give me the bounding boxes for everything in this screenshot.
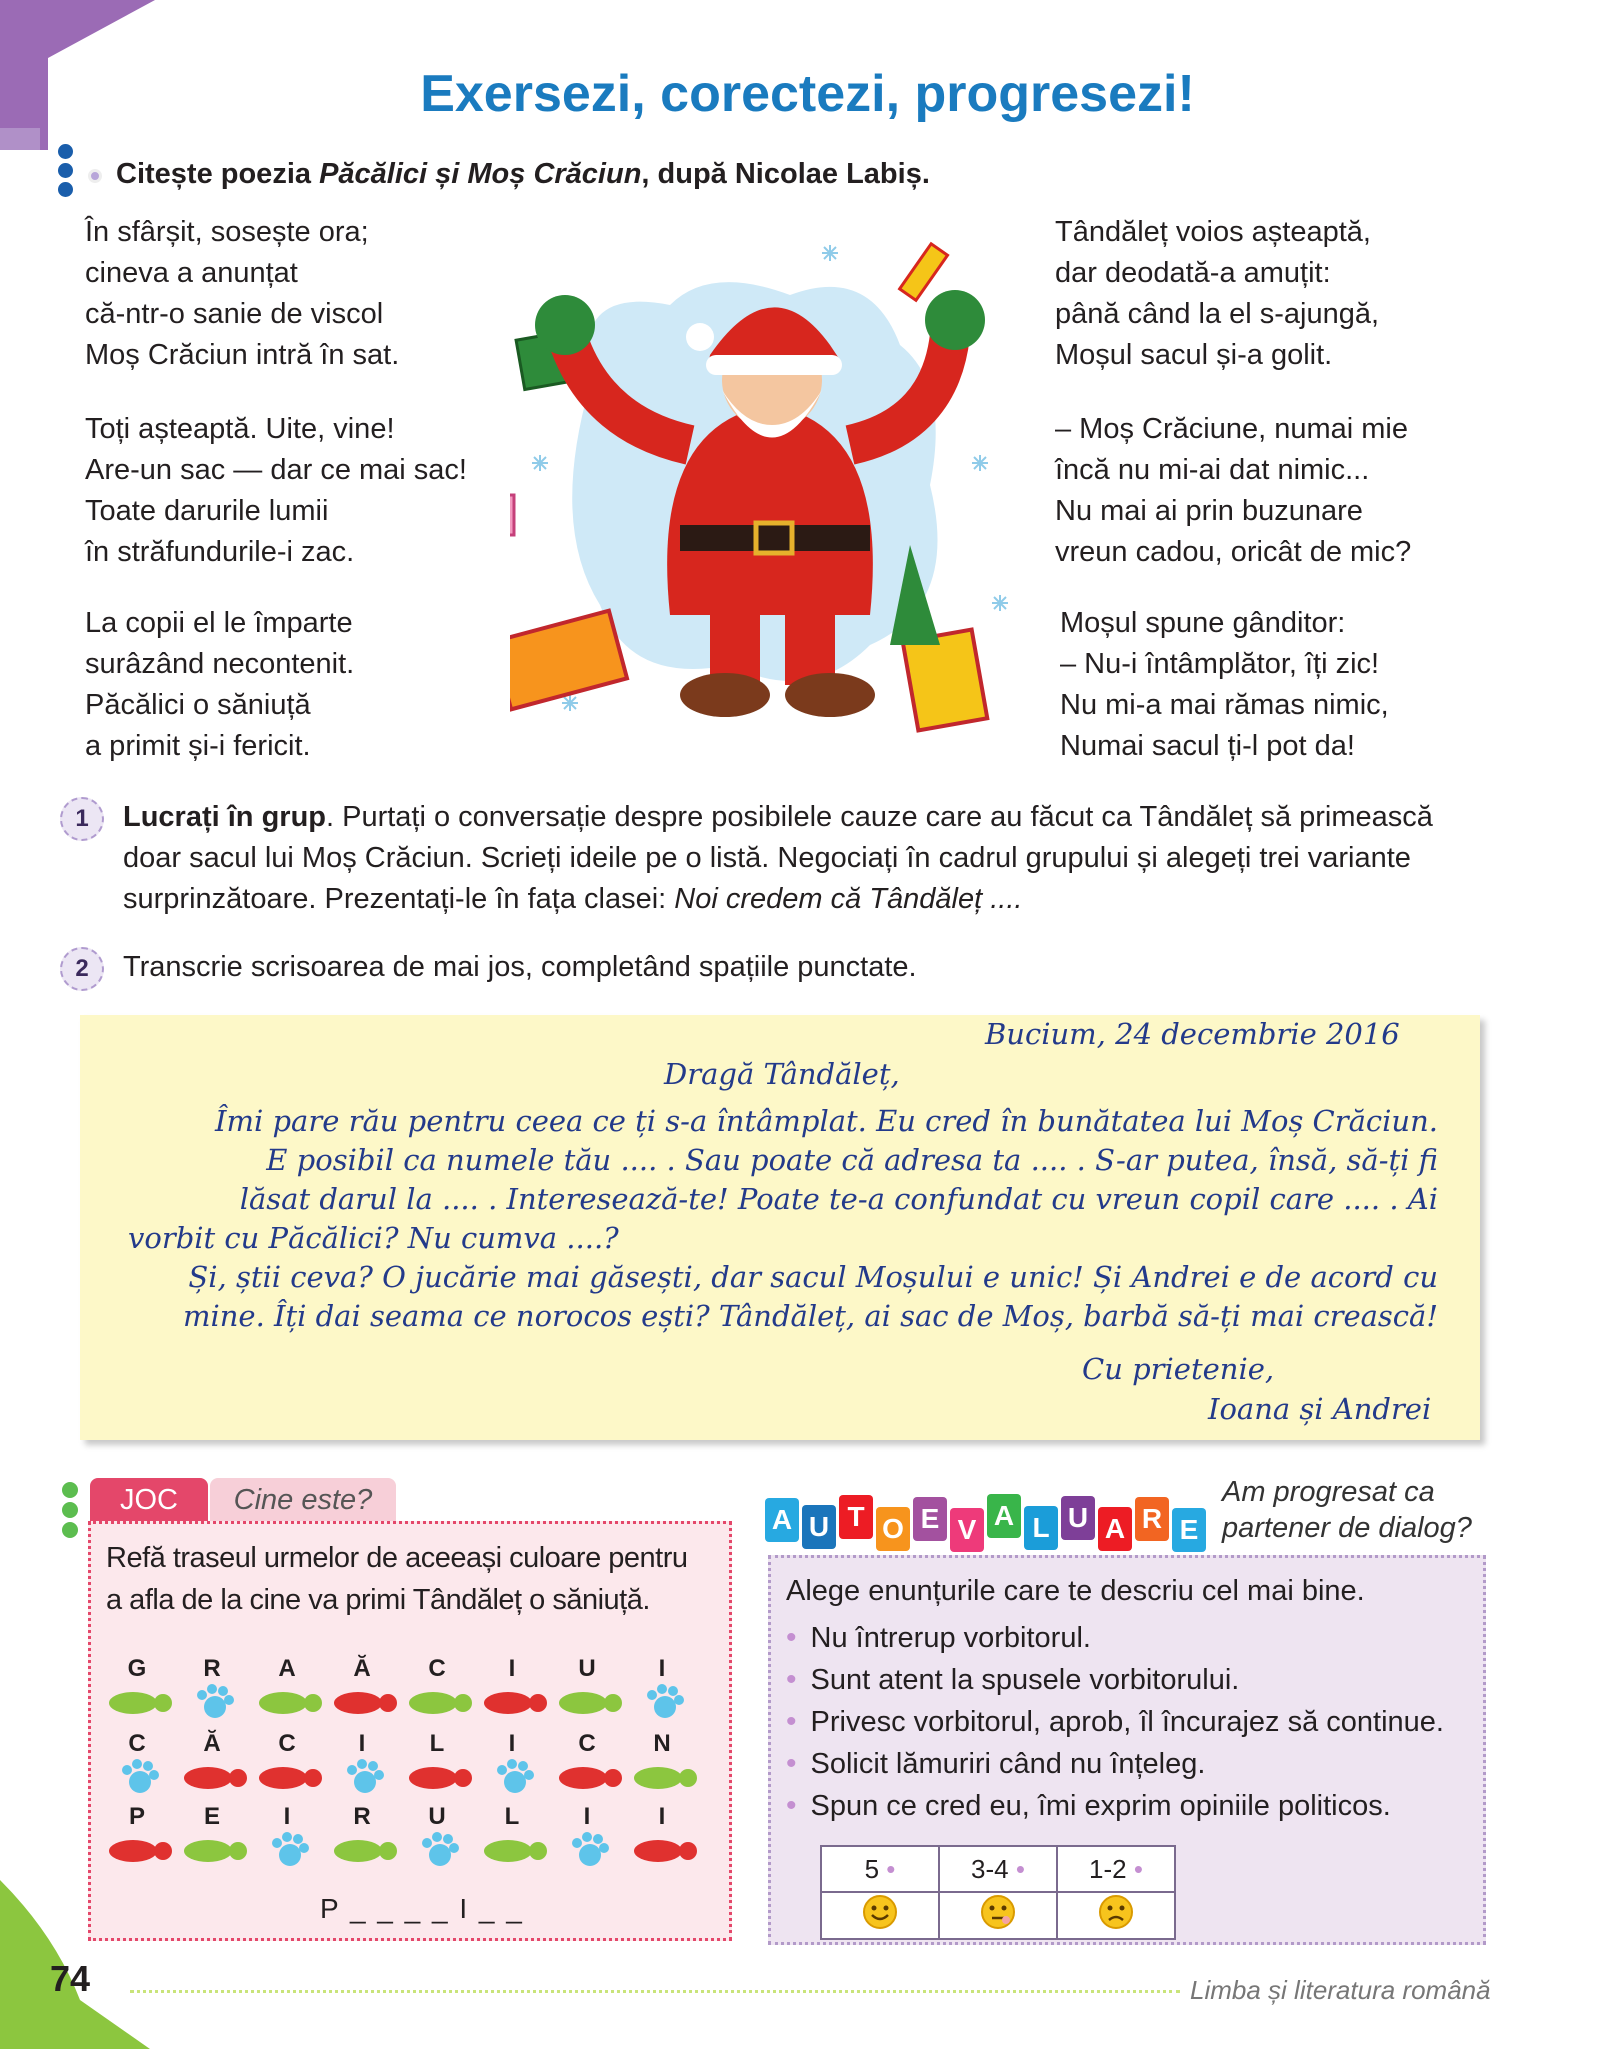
footprint-letter: I: [658, 1655, 666, 1682]
poem-line: că-ntr-o sanie de viscol: [85, 298, 384, 330]
gift-icon: [510, 611, 627, 710]
paw-print-icon[interactable]: [632, 1683, 698, 1723]
footprint-letter: Ă: [203, 1730, 221, 1757]
letter-closing: Cu prietenie,: [1082, 1352, 1275, 1386]
gift-icon: [510, 495, 514, 535]
poem-line: dar deodată-a amuțit:: [1055, 257, 1331, 289]
footprint-letter: C: [128, 1730, 146, 1757]
self-assessment-question: Am progresat ca partener de dialog?: [1222, 1476, 1472, 1544]
reading-instruction: Citește poezia Păcălici și Moș Crăciun, după Nicolae Labiș.: [116, 158, 930, 190]
footprint-letter: I: [658, 1803, 666, 1830]
footprint-icon[interactable]: [557, 1758, 623, 1798]
poem-line: Moșul spune gânditor:: [1060, 607, 1346, 639]
poem-line: Nu mai ai prin buzunare: [1055, 495, 1363, 527]
santa-illustration: [510, 225, 1030, 765]
paw-print-icon[interactable]: [257, 1831, 323, 1871]
letter-line: E posibil ca numele tău .... . Sau poate că adresa ta .... . S-ar putea, însă, să-ți fi: [266, 1143, 1438, 1177]
happy-face-icon: [862, 1894, 898, 1930]
letter-greeting: Dragă Tândăleț,: [664, 1057, 900, 1091]
footprint-icon[interactable]: [482, 1831, 548, 1871]
letter-line: mine. Îți dai seama ce norocos ești? Tândăleț, ai sac de Moș, barbă să-ți mai crească!: [182, 1299, 1438, 1333]
poem-line: până când la el s-ajungă,: [1055, 298, 1380, 330]
self-assessment-lead: Alege enunțurile care te descriu cel mai bine.: [786, 1575, 1365, 1607]
footprint-letter: E: [203, 1803, 220, 1830]
footprint-icon[interactable]: [332, 1683, 398, 1723]
footprint-letter: Ă: [353, 1655, 371, 1682]
rating-label: 3-4 •: [939, 1846, 1057, 1892]
footer-divider: [130, 1990, 1180, 1993]
thinking-face-icon: [980, 1894, 1016, 1930]
footprint-icon[interactable]: [332, 1831, 398, 1871]
poem-line: Nu mi-a mai rămas nimic,: [1060, 689, 1389, 721]
task-number-2: 2: [60, 947, 104, 991]
paw-print-icon[interactable]: [107, 1758, 173, 1798]
poem-line: Tândăleț voios așteaptă,: [1055, 216, 1371, 248]
title-letter-tile: A: [987, 1494, 1021, 1538]
footprint-icon[interactable]: [482, 1683, 548, 1723]
footprint-letter: U: [578, 1655, 596, 1682]
answer-blank: P _ _ _ _ I _ _: [320, 1893, 524, 1924]
title-letter-tile: V: [950, 1508, 984, 1552]
footprint-letter: C: [428, 1655, 446, 1682]
footer-subject: Limba și literatura română: [1190, 1975, 1491, 2005]
footprint-icon[interactable]: [557, 1683, 623, 1723]
poem-stanza: [1055, 212, 1379, 376]
footprint-letter: N: [653, 1730, 671, 1757]
footprint-letter: R: [203, 1655, 221, 1682]
footprint-letter: G: [127, 1655, 147, 1682]
footprint-letter: I: [358, 1730, 366, 1757]
game-subtitle: Cine este?: [210, 1478, 396, 1522]
footprint-icon[interactable]: [182, 1831, 248, 1871]
task-number-1: 1: [60, 797, 104, 841]
poem-line: a primit și-i fericit.: [85, 730, 311, 762]
list-item: • Solicit lămuriri când nu înțeleg.: [786, 1743, 1444, 1785]
footprint-icon[interactable]: [407, 1758, 473, 1798]
bell-icon: [900, 244, 948, 301]
list-item: • Sunt atent la spusele vorbitorului.: [786, 1659, 1444, 1701]
poem-line: în străfundurile-i zac.: [85, 536, 355, 568]
list-item: • Nu întrerup vorbitorul.: [786, 1617, 1444, 1659]
poem-line: Moșul sacul și-a golit.: [1055, 339, 1333, 371]
instruction-bullet: [88, 169, 102, 183]
footprint-letter: I: [508, 1730, 516, 1757]
title-letter-tile: E: [1172, 1508, 1206, 1552]
title-letter-tile: R: [1135, 1497, 1169, 1541]
paw-print-icon[interactable]: [407, 1831, 473, 1871]
poem-line: La copii el le împarte: [85, 607, 353, 639]
letter-line: vorbit cu Păcălici? Nu cumva ....?: [128, 1221, 619, 1255]
rating-cell[interactable]: [821, 1892, 939, 1939]
footprint-letter: A: [278, 1655, 296, 1682]
footprint-icon[interactable]: [407, 1683, 473, 1723]
poem-line: Moș Crăciun intră în sat.: [85, 339, 400, 371]
poem-line: – Nu-i întâmplător, îți zic!: [1060, 648, 1380, 680]
footprint-letter: I: [283, 1803, 291, 1830]
poem-line: Are-un sac — dar ce mai sac!: [85, 454, 467, 486]
footprint-icon[interactable]: [632, 1758, 698, 1798]
title-letter-tile: T: [839, 1495, 873, 1539]
footprint-letter: I: [583, 1803, 591, 1830]
paw-print-icon[interactable]: [182, 1683, 248, 1723]
letter-signature: Ioana și Andrei: [1208, 1392, 1432, 1426]
page-number: 74: [50, 1958, 91, 1999]
rating-label: 5 •: [821, 1846, 939, 1892]
footprint-icon[interactable]: [257, 1683, 323, 1723]
title-letter-tile: U: [802, 1505, 836, 1549]
rating-label: 1-2 •: [1057, 1846, 1175, 1892]
title-letter-tile: E: [913, 1497, 947, 1541]
paw-print-icon[interactable]: [332, 1758, 398, 1798]
title-letter-tile: L: [1024, 1506, 1058, 1550]
letter-line: Îmi pare rău pentru ceea ce ți s-a întâmplat. Eu cred în bunătatea lui Moș Crăciun.: [215, 1104, 1438, 1138]
footprint-icon[interactable]: [182, 1758, 248, 1798]
poem-line: – Moș Crăciune, numai mie: [1055, 413, 1408, 445]
title-letter-tile: A: [1098, 1507, 1132, 1551]
poem-line: Păcălici o săniuță: [85, 689, 311, 721]
poem-line: Numai sacul ți-l pot da!: [1060, 730, 1355, 762]
poem-line: încă nu mi-ai dat nimic...: [1055, 454, 1370, 486]
task-2-text: Transcrie scrisoarea de mai jos, completând spațiile punctate.: [123, 951, 917, 983]
poem-stanza: [85, 212, 399, 376]
rating-cell[interactable]: [1057, 1892, 1175, 1939]
title-letter-tile: U: [1061, 1496, 1095, 1540]
poem-stanza: [85, 409, 467, 573]
footprint-letter: U: [428, 1803, 446, 1830]
footprint-icon[interactable]: [632, 1831, 698, 1871]
poem-line: vreun cadou, oricât de mic?: [1055, 536, 1412, 568]
task-1-text: Lucrați în grup. Purtați o conversație despre posibilele cauze care au făcut ca Tândăleț să primească doar sacul lui Moș Crăciun. Scrieți ideile pe o listă. Negociați în cadrul grupului și alegeți trei variante surprinzătoare. Prezentați-le în fața clasei: Noi credem că Tândăleț ....: [123, 801, 1433, 915]
task-1-bold: Lucrați în grup: [123, 801, 326, 833]
poem-line: cineva a anunțat: [85, 257, 298, 289]
page-title: Exersezi, corectezi, progresezi!: [420, 65, 1195, 123]
footprint-icon[interactable]: [107, 1683, 173, 1723]
paw-print-icon[interactable]: [482, 1758, 548, 1798]
letter-date: Bucium, 24 decembrie 2016: [985, 1017, 1400, 1051]
title-letter-tile: O: [876, 1507, 910, 1551]
letter-line: Și, știi ceva? O jucărie mai găsești, dar sacul Moșului e unic! Și Andrei e de acord cu: [188, 1260, 1438, 1294]
footprint-icon[interactable]: [257, 1758, 323, 1798]
poem-line: surâzând necontenit.: [85, 648, 355, 680]
poem-line: Toate darurile lumii: [85, 495, 329, 527]
rating-scale: [820, 1845, 1176, 1940]
footprint-letter: I: [508, 1655, 516, 1682]
footprint-letter: C: [578, 1730, 596, 1757]
sad-face-icon: [1098, 1894, 1134, 1930]
section-dots: [58, 144, 76, 201]
letter-line: lăsat darul la .... . Interesează-te! Poate te-a confundat cu vreun copil care .... . Ai: [239, 1182, 1438, 1216]
game-dots: [62, 1482, 80, 1542]
footprint-letter: C: [278, 1730, 296, 1757]
poem-stanza: [1060, 603, 1389, 767]
footprint-letter: L: [429, 1730, 445, 1757]
poem-line: Toți așteaptă. Uite, vine!: [85, 413, 395, 445]
game-instruction: Refă traseul urmelor de aceeași culoare pentru a afla de la cine va primi Tândăleț o săniuță.: [106, 1542, 688, 1616]
footprint-letter: P: [128, 1803, 145, 1830]
poem-stanza: [85, 603, 354, 767]
paw-print-icon[interactable]: [557, 1831, 623, 1871]
footprint-letter: R: [353, 1803, 371, 1830]
footprint-letter: L: [504, 1803, 520, 1830]
title-letter-tile: A: [765, 1498, 799, 1542]
rating-cell[interactable]: [939, 1892, 1057, 1939]
footprint-icon[interactable]: [107, 1831, 173, 1871]
poem-line: În sfârșit, sosește ora;: [85, 216, 369, 248]
poem-stanza: [1055, 409, 1411, 573]
self-assessment-list: [786, 1617, 1444, 1827]
game-tab-label: JOC: [90, 1478, 208, 1522]
list-item: • Privesc vorbitorul, aprob, îl încurajez să continue.: [786, 1701, 1444, 1743]
list-item: • Spun ce cred eu, îmi exprim opiniile politicos.: [786, 1785, 1444, 1827]
